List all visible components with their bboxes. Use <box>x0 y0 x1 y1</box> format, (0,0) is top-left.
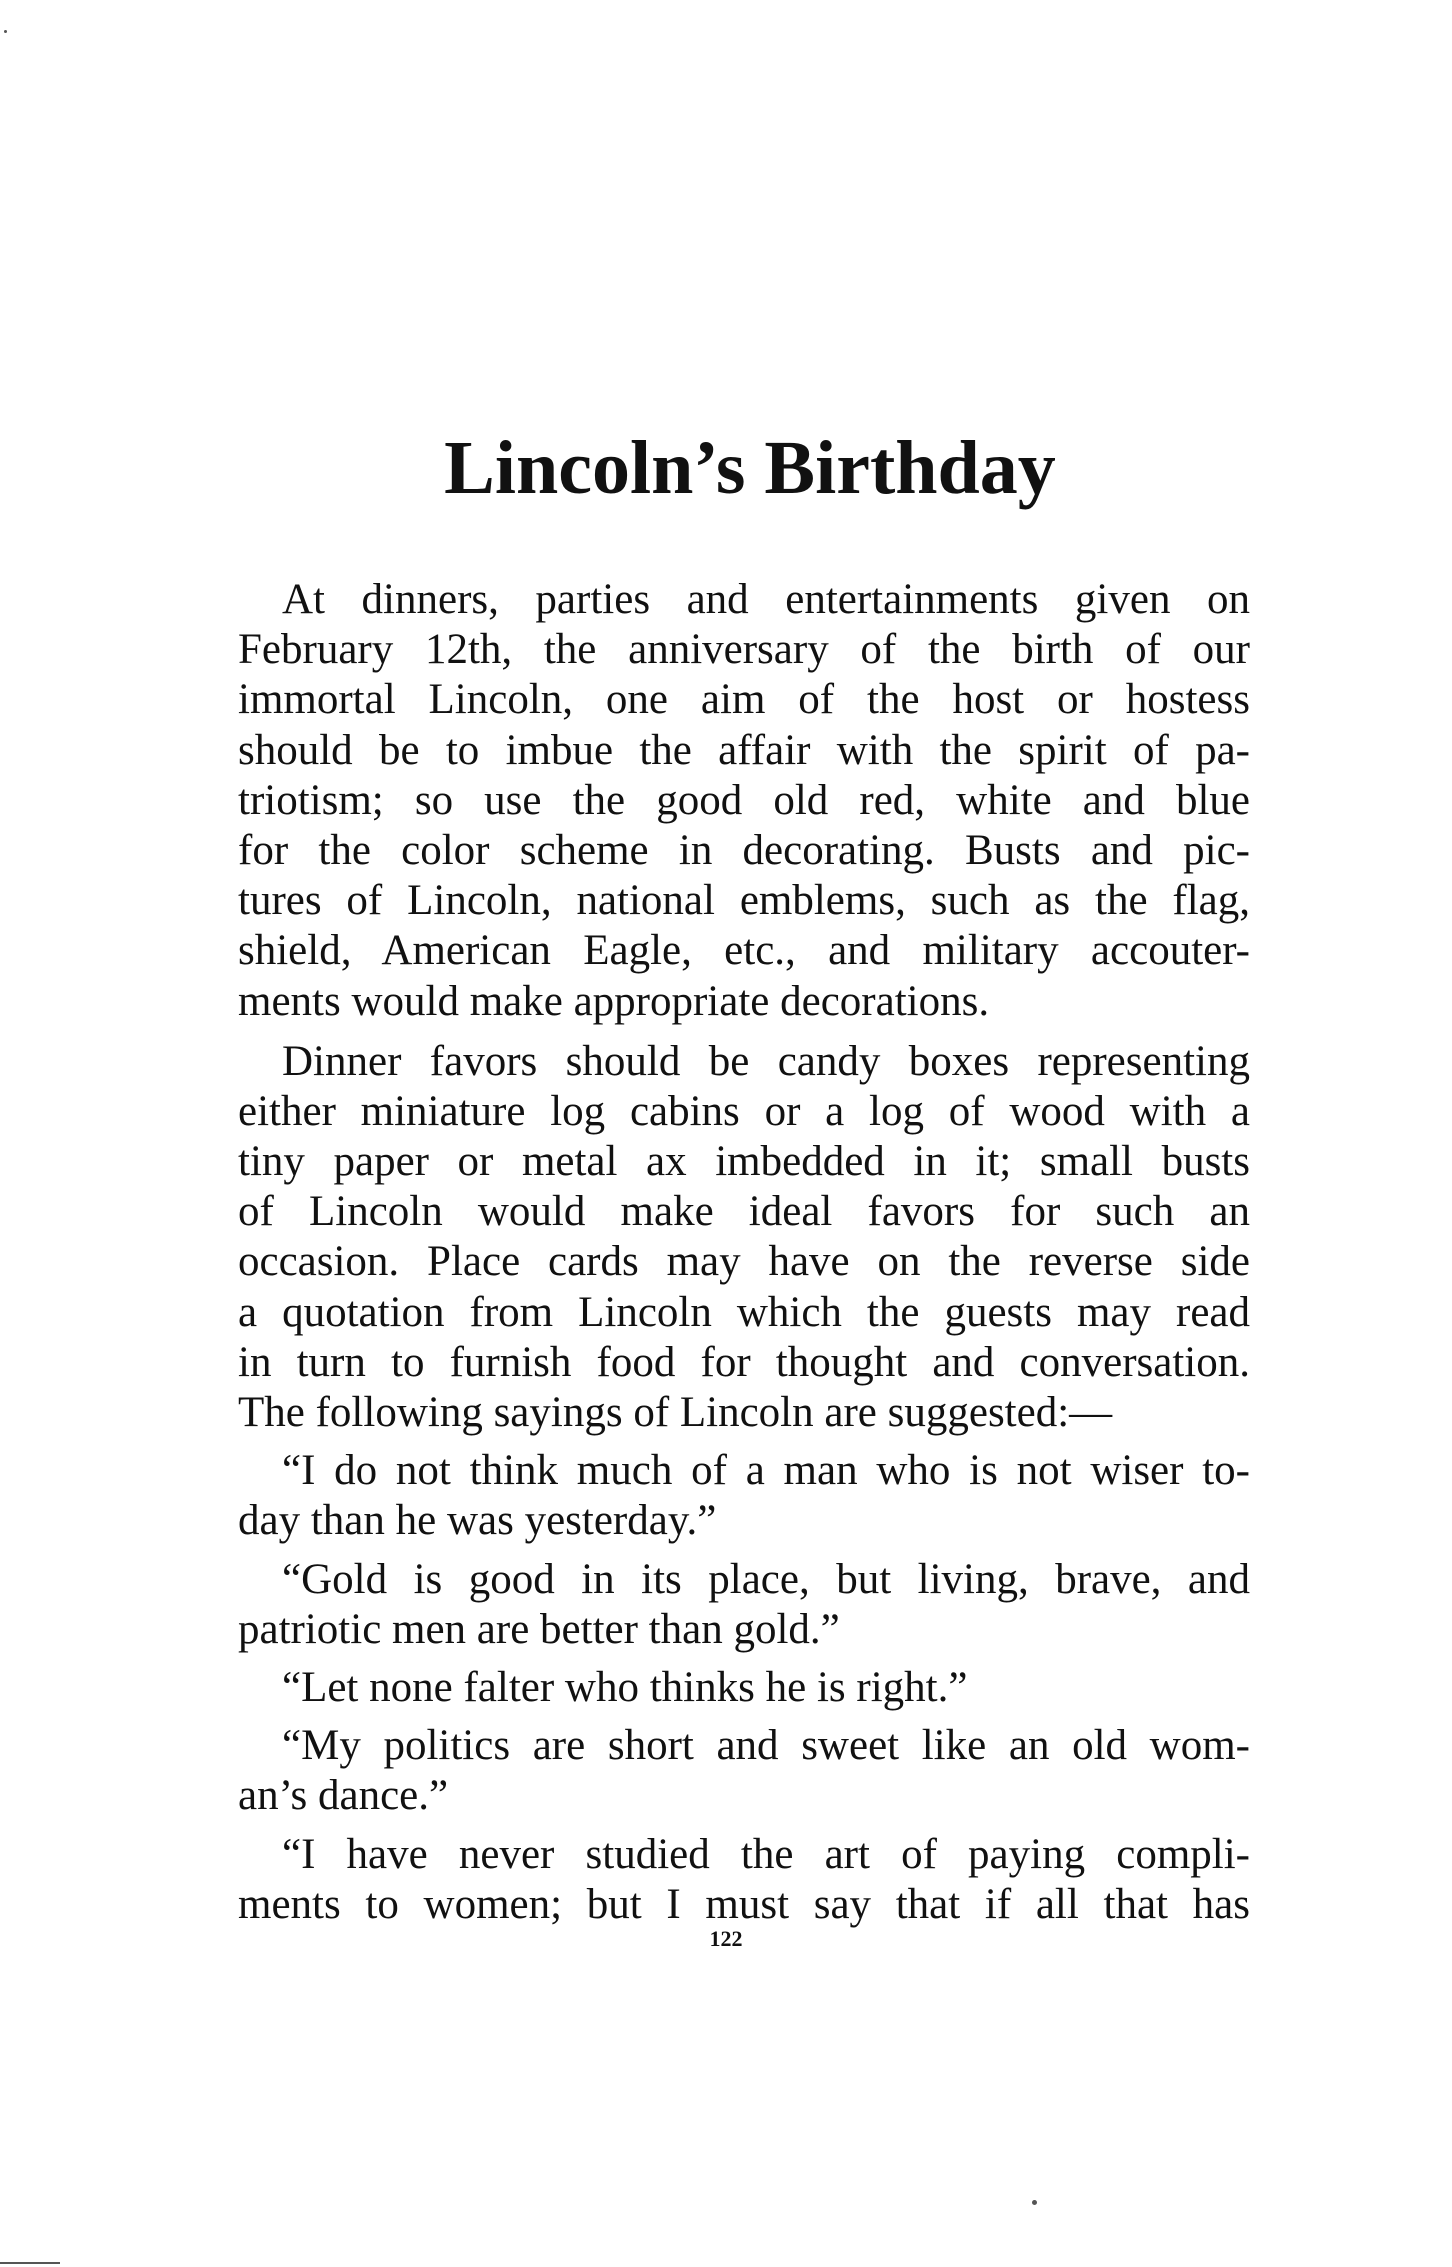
text-line: “Let none falter who thinks he is right.” <box>282 1663 968 1711</box>
text-line: shield, American Eagle, etc., and military accouter- <box>238 927 1250 975</box>
text-line: “I have never studied the art of paying compli- <box>282 1830 1250 1878</box>
quotation <box>238 1721 1250 1821</box>
text-line: The following sayings of Lincoln are suggested:— <box>238 1389 1113 1436</box>
scan-speck <box>1032 2200 1037 2205</box>
body-text <box>238 575 1250 1930</box>
page-number: 122 <box>709 1926 743 1951</box>
text-line: occasion. Place cards may have on the reverse side <box>238 1238 1250 1286</box>
page-title: Lincoln’s Birthday <box>444 426 1056 510</box>
text-line: ments to women; but I must say that if all that has <box>238 1880 1250 1928</box>
quotation <box>238 1446 1250 1546</box>
scan-speck <box>0 2262 60 2264</box>
text-line: a quotation from Lincoln which the guests may read <box>238 1288 1250 1336</box>
quotation <box>238 1663 1250 1713</box>
text-line: “I do not think much of a man who is not wiser to- <box>282 1447 1250 1495</box>
quotation <box>238 1555 1250 1655</box>
text-line: “Gold is good in its place, but living, brave, and <box>282 1555 1250 1603</box>
text-line: in turn to furnish food for thought and conversation. <box>238 1338 1250 1386</box>
text-line: for the color scheme in decorating. Busts and pic- <box>238 826 1250 874</box>
quotation <box>238 1830 1250 1930</box>
text-line: tiny paper or metal ax imbedded in it; small busts <box>238 1138 1250 1186</box>
text-line: Dinner favors should be candy boxes representing <box>282 1037 1250 1085</box>
text-line: patriotic men are better than gold.” <box>238 1605 840 1653</box>
text-line: At dinners, parties and entertainments given on <box>282 576 1250 623</box>
text-line: tures of Lincoln, national emblems, such as the flag, <box>238 877 1250 925</box>
text-line: of Lincoln would make ideal favors for such an <box>238 1188 1250 1236</box>
paragraph <box>238 1037 1250 1439</box>
text-line: should be to imbue the affair with the spirit of pa- <box>238 726 1250 774</box>
text-line: either miniature log cabins or a log of wood with a <box>238 1087 1250 1135</box>
text-line: “My politics are short and sweet like an old wom- <box>282 1722 1250 1770</box>
scan-speck <box>4 30 7 33</box>
text-line: ments would make appropriate decorations. <box>238 977 990 1025</box>
text-line: day than he was yesterday.” <box>238 1497 717 1545</box>
paragraph <box>238 575 1250 1027</box>
text-line: February 12th, the anniversary of the birth of our <box>238 626 1250 674</box>
text-line: triotism; so use the good old red, white and blue <box>238 776 1250 824</box>
text-line: an’s dance.” <box>238 1772 449 1820</box>
text-line: immortal Lincoln, one aim of the host or hostess <box>238 676 1250 724</box>
